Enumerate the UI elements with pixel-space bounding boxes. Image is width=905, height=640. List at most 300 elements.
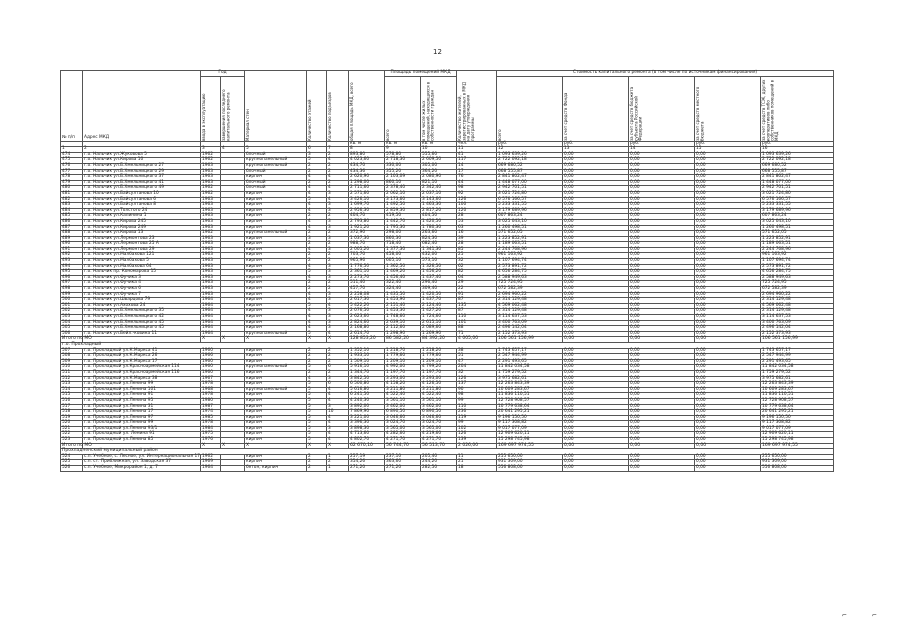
- table-cell: 25: [457, 253, 497, 259]
- table-cell: 0,00: [695, 387, 761, 393]
- table-cell: 282,50: [421, 466, 457, 472]
- table-cell: 2 711,60: [349, 186, 385, 192]
- table-cell: 5: [307, 387, 327, 393]
- table-cell: 0,00: [629, 326, 695, 332]
- table-cell: 3 211,80: [421, 387, 457, 393]
- table-cell: 3 221,00: [349, 415, 385, 421]
- table-cell: 3 114 637,53: [761, 315, 834, 321]
- table-cell: 2 112,60: [385, 326, 421, 332]
- table-cell: 5: [307, 331, 327, 337]
- total-cell: 128 853,20: [349, 337, 385, 343]
- unit-cell: кв. м: [385, 141, 421, 147]
- table-cell: 2: [307, 214, 327, 220]
- table-cell: 0,00: [563, 191, 629, 197]
- table-cell: кирпич: [245, 370, 307, 376]
- table-cell: кирпич: [245, 382, 307, 388]
- table-cell: г.о. Нальчик ул.Кирова 13: [83, 231, 201, 237]
- table-cell: 0,00: [695, 253, 761, 259]
- table-cell: кирпич: [245, 393, 307, 399]
- table-cell: 478: [61, 175, 83, 181]
- table-cell: 2 623,60: [349, 315, 385, 321]
- table-cell: 1962: [201, 152, 221, 158]
- table-cell: 0,00: [695, 298, 761, 304]
- table-cell: 2: [307, 359, 327, 365]
- table-cell: 486: [61, 219, 83, 225]
- table-cell: 2: [307, 253, 327, 259]
- table-cell: 0,00: [629, 236, 695, 242]
- table-cell: 364,20: [421, 169, 457, 175]
- table-cell: 3 400 763,09: [497, 320, 563, 326]
- table-cell: 5: [307, 197, 327, 203]
- header-total-area: общая площадь МКД, всего: [349, 71, 385, 142]
- table-cell: 0,00: [563, 281, 629, 287]
- table-cell: кирпич: [245, 348, 307, 354]
- table-cell: 4: [327, 398, 349, 404]
- table-cell: 4 992,00: [385, 365, 421, 371]
- table-cell: 363,60: [385, 460, 421, 466]
- table-cell: 3 426,10: [349, 197, 385, 203]
- table-cell: 0,00: [629, 163, 695, 169]
- table-cell: г.о. Прохладный ул.Ленина 101: [83, 387, 201, 393]
- table-cell: 0,00: [629, 180, 695, 186]
- table-cell: 1 037,30: [349, 236, 385, 242]
- table-cell: кирпич: [245, 281, 307, 287]
- table-cell: 2 496 142,04: [761, 326, 834, 332]
- table-cell: 12 263 843,39: [497, 382, 563, 388]
- table-cell: 204: [457, 365, 497, 371]
- table-cell: 498: [61, 287, 83, 293]
- table-cell: 205,40: [421, 454, 457, 460]
- table-cell: 22: [457, 287, 497, 293]
- table-cell: г.о. Прохладный ул.Ленина 91: [83, 393, 201, 399]
- table-cell: 100: [457, 203, 497, 209]
- table-cell: 493: [61, 259, 83, 265]
- table-cell: 0,00: [695, 415, 761, 421]
- table-cell: 1 437,70: [421, 298, 457, 304]
- table-cell: 605,10: [385, 259, 421, 265]
- table-cell: 5: [307, 382, 327, 388]
- table-cell: 2 841 802,47: [761, 175, 834, 181]
- header-area-private: в том числе жилых помещений, находящихся в собственности граждан: [421, 76, 457, 141]
- table-cell: г.о. Прохладный ул.К.Маркса 38: [83, 376, 201, 382]
- table-cell: 672 582,39: [761, 287, 834, 293]
- table-cell: 2 956,30: [349, 208, 385, 214]
- table-cell: 32: [457, 370, 497, 376]
- table-cell: 237,10: [385, 454, 421, 460]
- table-cell: 1 748,60: [385, 315, 421, 321]
- column-number-cell: 12: [497, 147, 563, 153]
- table-cell: 0,00: [563, 169, 629, 175]
- table-cell: 1963: [201, 236, 221, 242]
- table-cell: кирпич: [245, 421, 307, 427]
- table-cell: 3 565,00: [421, 426, 457, 432]
- table-cell: 556 808,00: [497, 466, 563, 472]
- table-cell: 488: [61, 231, 83, 237]
- table-cell: 485: [61, 214, 83, 220]
- table-cell: 10 779 638,64: [761, 404, 834, 410]
- table-cell: 0,00: [629, 208, 695, 214]
- total-cell: 0,00: [695, 337, 761, 343]
- table-cell: 1 223 852,91: [497, 236, 563, 242]
- table-cell: 1 699,70: [349, 203, 385, 209]
- table-cell: 64: [457, 275, 497, 281]
- table-row: [61, 466, 834, 472]
- table-cell: 0,00: [629, 292, 695, 298]
- table-cell: 725 724,95: [761, 281, 834, 287]
- table-cell: 1963: [201, 242, 221, 248]
- table-cell: кирпич: [245, 410, 307, 416]
- table-cell: 1978: [201, 393, 221, 399]
- table-cell: 526: [61, 466, 83, 472]
- table-cell: 2: [327, 359, 349, 365]
- table-cell: 3 173,60: [385, 197, 421, 203]
- table-cell: 4: [327, 415, 349, 421]
- table-cell: 1963: [201, 180, 221, 186]
- table-cell: кирпич: [245, 236, 307, 242]
- table-cell: 6 890,50: [421, 410, 457, 416]
- table-cell: 102: [457, 426, 497, 432]
- table-cell: 0,00: [563, 320, 629, 326]
- header-owners: за счет средств ТСЖ, других кооперативов либо собственников помещений в МКД: [761, 76, 834, 141]
- table-cell: 3 143,60: [421, 197, 457, 203]
- table-cell: 931 309,00: [497, 460, 563, 466]
- table-cell: 0,00: [629, 298, 695, 304]
- column-number-cell: 9: [385, 147, 421, 153]
- table-cell: 3 021 724,80: [497, 191, 563, 197]
- table-cell: г.о. Нальчик ул.Бейл.-ковина 11: [83, 331, 201, 337]
- table-cell: 0,00: [563, 186, 629, 192]
- table-cell: 3 024,70: [385, 421, 421, 427]
- table-cell: г.о. Нальчик ул.Жуковова 5: [83, 152, 201, 158]
- table-cell: 573,10: [421, 259, 457, 265]
- table-cell: 1963: [201, 292, 221, 298]
- table-cell: 0,00: [695, 191, 761, 197]
- table-cell: 4: [327, 186, 349, 192]
- table-cell: 0,00: [563, 421, 629, 427]
- table-cell: 0,00: [695, 359, 761, 365]
- table-cell: 137: [457, 382, 497, 388]
- table-cell: 0,00: [563, 393, 629, 399]
- table-cell: 2 151,40: [385, 303, 421, 309]
- table-cell: 0,00: [629, 287, 695, 293]
- table-cell: крупнопанельный: [245, 387, 307, 393]
- table-cell: кирпич: [245, 292, 307, 298]
- table-cell: 404,70: [349, 214, 385, 220]
- table-cell: 1 223 852,91: [761, 236, 834, 242]
- table-cell: 500: [61, 298, 83, 304]
- table-cell: г.о. Прохладный ул.Ленина 95: [83, 398, 201, 404]
- table-cell: 1 298,90: [385, 331, 421, 337]
- table-cell: г.о. Нальчик ул.Кирова 249: [83, 225, 201, 231]
- table-cell: 703,70: [349, 253, 385, 259]
- table-cell: 1963: [201, 169, 221, 175]
- table-cell: 6: [327, 365, 349, 371]
- table-cell: г.о. Нальчик ул.Б.Хмельницкого 45: [83, 320, 201, 326]
- table-cell: 3 892,00: [349, 404, 385, 410]
- table-cell: 0,00: [563, 253, 629, 259]
- table-cell: 1 435,50: [385, 292, 421, 298]
- column-number-cell: 2: [83, 147, 201, 153]
- table-cell: 668 555,87: [761, 169, 834, 175]
- table-cell: 2: [327, 231, 349, 237]
- table-cell: 458,00: [385, 253, 421, 259]
- table-cell: 1962: [201, 454, 221, 460]
- table-cell: 0,00: [629, 219, 695, 225]
- table-cell: 476: [61, 163, 83, 169]
- table-cell: 2 639,10: [385, 320, 421, 326]
- table-cell: кирпич: [245, 415, 307, 421]
- table-cell: 1963: [201, 163, 221, 169]
- table-cell: 1963: [201, 175, 221, 181]
- table-cell: 4 023,60: [349, 158, 385, 164]
- table-cell: 7 869,90: [349, 410, 385, 416]
- table-cell: 10 779 638,64: [497, 404, 563, 410]
- header-residents: Количество жителей, зарегистрированных в МКД на дату утверждения программы: [457, 71, 497, 142]
- table-cell: 0,00: [629, 231, 695, 237]
- table-cell: 0,00: [629, 382, 695, 388]
- total-cell: 0,00: [629, 337, 695, 343]
- table-cell: 2 496 142,04: [497, 326, 563, 332]
- table-cell: 1: [327, 454, 349, 460]
- table-cell: 0,00: [629, 393, 695, 399]
- table-cell: 893,80: [349, 152, 385, 158]
- table-cell: 0,00: [629, 348, 695, 354]
- table-cell: г.о. Нальчик ул.Б.Хмельницкого 45: [83, 326, 201, 332]
- table-cell: 1962: [201, 191, 221, 197]
- table-cell: 2: [327, 253, 349, 259]
- repair-program-table: [60, 70, 834, 472]
- table-cell: 1 107 694,74: [761, 259, 834, 265]
- table-cell: 11 842 034,58: [761, 365, 834, 371]
- table-cell: 2: [327, 163, 349, 169]
- total-cell: Итого по МО: [62, 336, 92, 342]
- table-cell: 492: [61, 253, 83, 259]
- table-cell: 3 396,30: [349, 421, 385, 427]
- table-cell: кирпич: [245, 264, 307, 270]
- table-cell: 9 017 077,09: [761, 426, 834, 432]
- table-cell: г.о. Нальчик ул.Ахохова 24: [83, 303, 201, 309]
- table-cell: 12 909 620,11: [497, 432, 563, 438]
- table-cell: 0,00: [695, 242, 761, 248]
- table-cell: 2: [327, 169, 349, 175]
- table-cell: 2 244 768,96: [497, 247, 563, 253]
- table-cell: 525: [61, 460, 83, 466]
- table-cell: 10: [327, 410, 349, 416]
- table-cell: 5: [307, 365, 327, 371]
- table-cell: 87: [457, 309, 497, 315]
- table-cell: 1980: [201, 398, 221, 404]
- table-cell: 3: [327, 270, 349, 276]
- table-cell: 1 743 657,17: [761, 348, 834, 354]
- table-cell: 725 724,95: [497, 281, 563, 287]
- table-cell: 4 271,70: [385, 438, 421, 444]
- table-cell: 0,00: [695, 169, 761, 175]
- table-cell: 2 062,10: [385, 191, 421, 197]
- total-cell: 0,00: [563, 337, 629, 343]
- table-cell: 496: [61, 275, 83, 281]
- table-cell: кирпич: [245, 438, 307, 444]
- table-cell: кирпич: [245, 326, 307, 332]
- table-cell: 495: [61, 270, 83, 276]
- table-cell: 0,00: [629, 432, 695, 438]
- table-cell: кирпич: [245, 203, 307, 209]
- table-cell: 484: [61, 208, 83, 214]
- total-cell: 106 561 156,99: [761, 337, 834, 343]
- table-cell: 0,00: [695, 175, 761, 181]
- table-cell: 2 089,60: [421, 326, 457, 332]
- table-cell: 120: [457, 208, 497, 214]
- total-cell: 0,00: [563, 443, 629, 449]
- table-cell: 44: [457, 180, 497, 186]
- table-cell: 434,36: [349, 169, 385, 175]
- total-cell: X: [201, 443, 221, 449]
- table-cell: 718,40: [385, 242, 421, 248]
- table-cell: 2: [327, 259, 349, 265]
- table-cell: г.о. Нальчик ул.Лермонтова 23: [83, 236, 201, 242]
- table-cell: 244,20: [421, 460, 457, 466]
- table-cell: 355,20: [385, 169, 421, 175]
- table-cell: 0,00: [563, 270, 629, 276]
- table-cell: 5: [307, 438, 327, 444]
- table-cell: г.о. Нальчик ул.Лермонтова 25 А: [83, 242, 201, 248]
- table-cell: 513: [61, 382, 83, 388]
- table-cell: 92: [457, 191, 497, 197]
- table-cell: 961 163,92: [761, 253, 834, 259]
- column-number-cell: 6: [307, 147, 327, 153]
- table-cell: 2: [307, 169, 327, 175]
- total-cell: X: [201, 337, 221, 343]
- table-cell: 51: [457, 354, 497, 360]
- table-cell: 2: [307, 460, 327, 466]
- table-cell: 1975: [201, 432, 221, 438]
- total-cell: 0,00: [695, 443, 761, 449]
- table-cell: 0,00: [695, 326, 761, 332]
- table-cell: 71: [457, 331, 497, 337]
- table-cell: 1963: [201, 253, 221, 259]
- table-cell: 1 197,70: [385, 370, 421, 376]
- table-cell: 4: [307, 175, 327, 181]
- table-cell: 1 724,60: [421, 315, 457, 321]
- table-cell: 0,00: [563, 359, 629, 365]
- table-cell: 4 569 062,48: [761, 303, 834, 309]
- table-cell: 139: [457, 438, 497, 444]
- table-cell: 0,00: [629, 175, 695, 181]
- table-cell: 0,00: [695, 197, 761, 203]
- table-cell: 309,40: [421, 287, 457, 293]
- table-cell: кирпич: [245, 191, 307, 197]
- table-cell: 3 021 724,80: [761, 191, 834, 197]
- table-cell: 0,00: [695, 331, 761, 337]
- table-cell: 1967: [201, 376, 221, 382]
- table-cell: 0,00: [629, 152, 695, 158]
- table-cell: 372,90: [349, 231, 385, 237]
- table-cell: 2 609,50: [421, 158, 457, 164]
- table-cell: 12 728 908,57: [497, 398, 563, 404]
- table-cell: 0,00: [563, 398, 629, 404]
- table-cell: 3: [327, 426, 349, 432]
- table-cell: 497: [61, 281, 83, 287]
- table-cell: 1 448 077,00: [497, 180, 563, 186]
- table-cell: 669 680,52: [497, 163, 563, 169]
- table-cell: 3 046,60: [385, 415, 421, 421]
- table-cell: 0,00: [695, 275, 761, 281]
- table-cell: 1 218,20: [421, 348, 457, 354]
- column-number-cell: 10: [421, 147, 457, 153]
- table-cell: 0,00: [563, 331, 629, 337]
- table-cell: 1963: [201, 287, 221, 293]
- total-cell: 4 005,00: [457, 337, 497, 343]
- table-cell: 1964: [201, 320, 221, 326]
- total-cell: Итого по МО: [62, 442, 92, 448]
- table-cell: 0,00: [563, 180, 629, 186]
- table-cell: 668 555,87: [497, 169, 563, 175]
- table-cell: г.о. Нальчик ул.Б.Хмельницкого 37: [83, 175, 201, 181]
- table-cell: 3 211,80: [385, 387, 421, 393]
- table-cell: 1 341,30: [421, 247, 457, 253]
- table-cell: 2: [307, 231, 327, 237]
- table-cell: г.о. Нальчик ул.Кирова 245: [83, 219, 201, 225]
- table-cell: 5: [307, 158, 327, 164]
- table-cell: 5: [307, 393, 327, 399]
- table-cell: 0,00: [695, 270, 761, 276]
- table-cell: 18: [457, 466, 497, 472]
- table-cell: 11 836 110,51: [761, 393, 834, 399]
- table-cell: 0,00: [629, 404, 695, 410]
- table-cell: 4: [307, 292, 327, 298]
- column-number-cell: 15: [695, 147, 761, 153]
- table-cell: 99: [457, 398, 497, 404]
- table-cell: 5: [307, 270, 327, 276]
- table-cell: 87: [457, 298, 497, 304]
- table-cell: 0,00: [695, 247, 761, 253]
- table-cell: 520: [61, 421, 83, 427]
- table-cell: 3 293,00: [385, 376, 421, 382]
- table-cell: 3 024,70: [421, 421, 457, 427]
- table-cell: 41: [457, 152, 497, 158]
- table-cell: 0,00: [629, 259, 695, 265]
- table-cell: 2: [327, 180, 349, 186]
- table-cell: 0,00: [629, 365, 695, 371]
- table-cell: 3 975 682,61: [497, 376, 563, 382]
- table-cell: 0,00: [563, 275, 629, 281]
- table-cell: 0,00: [629, 169, 695, 175]
- table-cell: 255 650,00: [497, 454, 563, 460]
- table-cell: 521: [61, 426, 83, 432]
- table-cell: 126: [457, 432, 497, 438]
- table-cell: 1 093 639,26: [497, 152, 563, 158]
- table-cell: 0,00: [629, 415, 695, 421]
- table-cell: 0,00: [563, 292, 629, 298]
- table-cell: 2 273,70: [349, 275, 385, 281]
- table-cell: 0,00: [629, 281, 695, 287]
- header-year-built: ввода в эксплуатацию: [201, 76, 221, 141]
- table-cell: 0,00: [563, 438, 629, 444]
- table-cell: 3: [307, 152, 327, 158]
- table-cell: 1 456,20: [421, 270, 457, 276]
- table-cell: 2: [327, 348, 349, 354]
- table-cell: 4: [307, 264, 327, 270]
- table-cell: 1966: [201, 354, 221, 360]
- table-cell: 4: [327, 303, 349, 309]
- table-cell: 1987: [201, 404, 221, 410]
- table-cell: 1964: [201, 331, 221, 337]
- table-cell: кирпич: [245, 253, 307, 259]
- table-cell: с.п. Учебное, Микрорайон 1, д. 7: [83, 466, 201, 472]
- table-cell: 1964: [201, 309, 221, 315]
- table-cell: 2: [307, 354, 327, 360]
- table-cell: г.о. Прохладный ул.Красноармейская 116: [83, 370, 201, 376]
- table-cell: кирпич: [245, 426, 307, 432]
